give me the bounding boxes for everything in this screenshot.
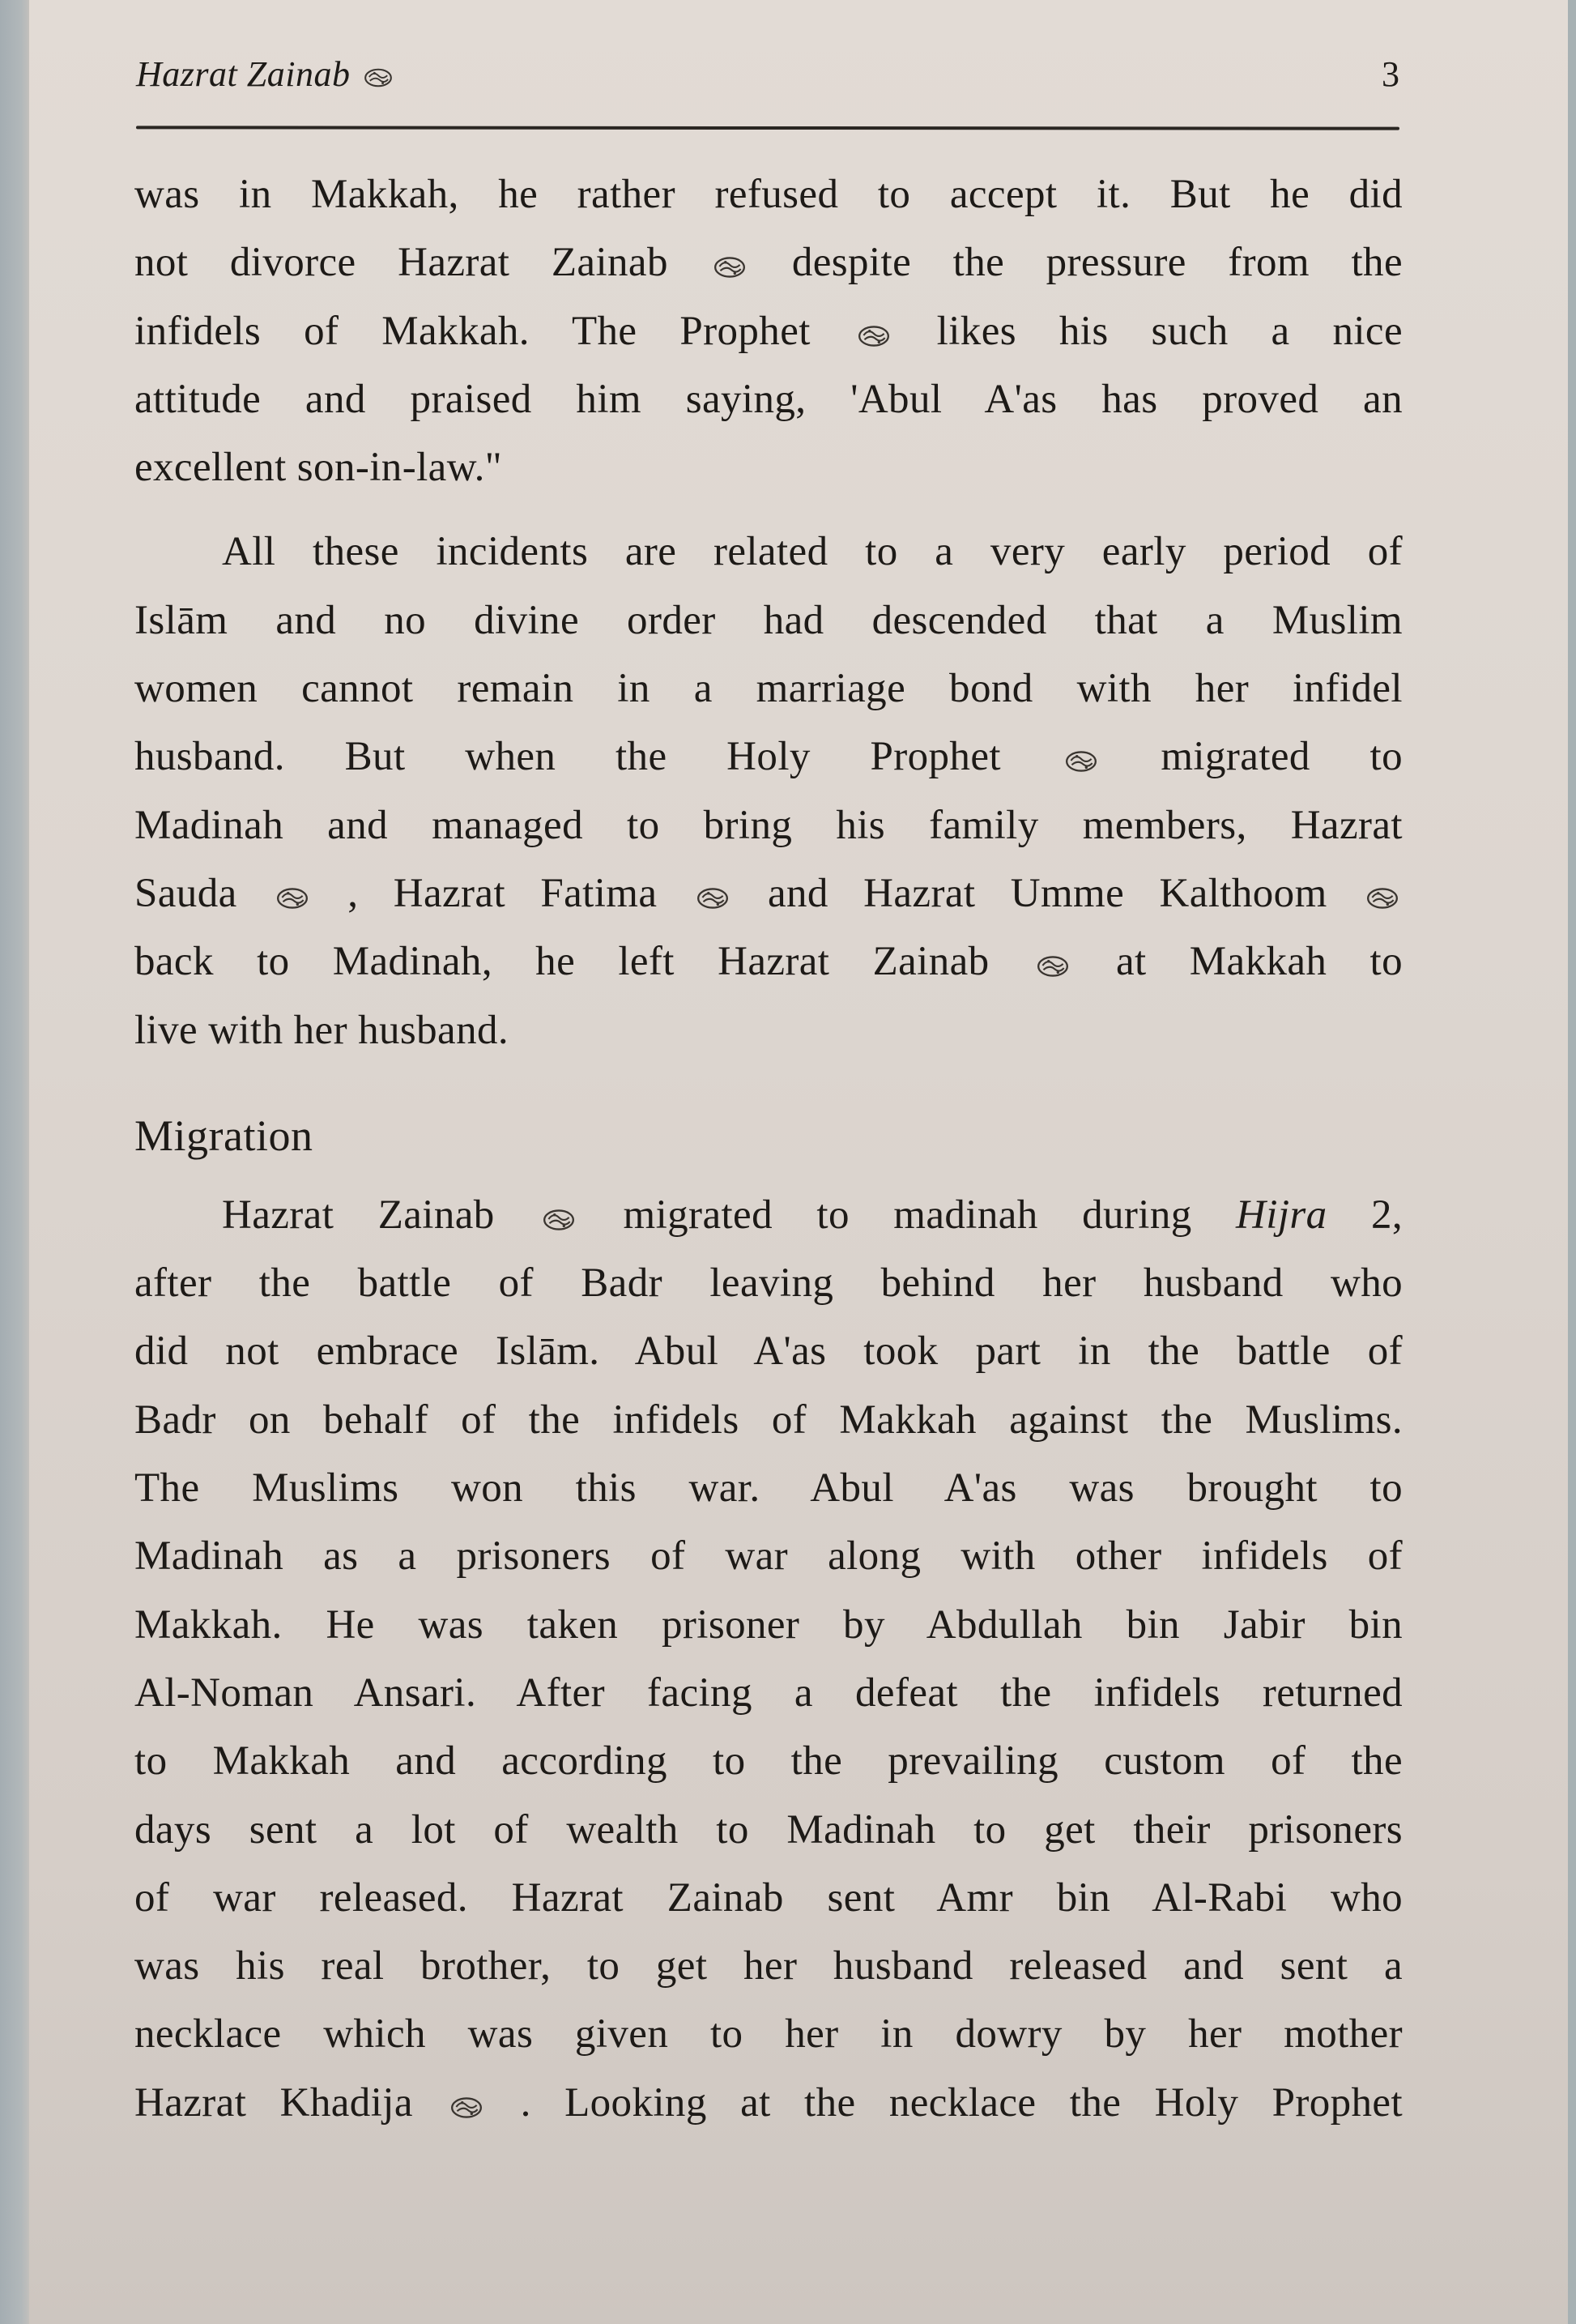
text-line [134, 655, 1403, 723]
text-segment: migrated to [1161, 734, 1403, 780]
text-line [134, 160, 1403, 228]
paragraph [134, 518, 1403, 1064]
background-surface-left [0, 0, 31, 2324]
text-line [134, 365, 1403, 433]
text-segment: Islām and no divine order had descended that a Muslim [134, 597, 1403, 643]
text-segment: likes his such a nice [936, 308, 1403, 354]
text-segment: 2, [1327, 1192, 1403, 1238]
text-line [134, 2000, 1403, 2068]
text-segment: necklace which was given to her in dowry by her mother [134, 2011, 1403, 2057]
text-line [134, 1591, 1403, 1659]
background-surface-right [1568, 0, 1576, 2324]
text-line [134, 996, 1403, 1064]
text-line [134, 1522, 1403, 1590]
text-segment: was in Makkah, he rather refused to accept it. But he did [134, 172, 1403, 217]
text-line [134, 2069, 1403, 2137]
text-line [134, 791, 1403, 859]
paragraph-gap [134, 1064, 1403, 1081]
text-segment: to Makkah and according to the prevailing custom of the [134, 1738, 1403, 1785]
body-text [134, 160, 1403, 2137]
text-segment: . Looking at the necklace the Holy Prophet [520, 2079, 1403, 2126]
text-segment: of war released. Hazrat Zainab sent Amr bin Al-Rabi who [134, 1874, 1403, 1921]
paragraph [134, 160, 1403, 501]
paragraph [134, 1181, 1403, 2137]
honorific-ligature-icon [713, 254, 747, 280]
text-line [134, 1181, 1403, 1249]
text-line [134, 297, 1403, 365]
text-line [134, 723, 1403, 791]
page-number: 3 [1382, 54, 1399, 94]
text-line [134, 1317, 1403, 1385]
honorific-ligature-icon [857, 323, 891, 349]
text-segment: Al-Noman Ansari. After facing a defeat the infidels returned [134, 1669, 1403, 1716]
running-title [136, 50, 397, 99]
honorific-ligature-icon [363, 66, 394, 89]
text-line [134, 1659, 1403, 1727]
text-segment: days sent a lot of wealth to Madinah to get their prisoners [134, 1806, 1403, 1853]
text-segment: The Muslims won this war. Abul A'as was brought to [134, 1465, 1403, 1512]
text-segment: and Hazrat Umme Kalthoom [768, 870, 1327, 916]
text-line [134, 228, 1403, 296]
text-segment: husband. But when the Holy Prophet [134, 734, 1001, 780]
text-segment: All these incidents are related to a very early period of [222, 529, 1403, 575]
section-heading: Migration [134, 1111, 313, 1160]
honorific-ligature-icon [1365, 885, 1399, 911]
text-line [134, 433, 1403, 501]
text-line [134, 1727, 1403, 1795]
text-segment: was his real brother, to get her husband released and sent a [134, 1943, 1403, 1989]
text-segment: Badr on behalf of the infidels of Makkah against the Muslims. [134, 1397, 1403, 1443]
text-segment: women cannot remain in a marriage bond with her infidel [134, 666, 1403, 712]
text-line [134, 1796, 1403, 1864]
text-segment: excellent son-in-law." [134, 445, 502, 491]
text-segment: Hazrat Zainab [222, 1192, 495, 1238]
honorific-ligature-icon [542, 1207, 576, 1233]
text-segment: at Makkah to [1115, 939, 1403, 985]
honorific-ligature-icon [1036, 953, 1070, 979]
honorific-ligature-icon [275, 885, 309, 911]
header-rule-divider [136, 126, 1399, 130]
paragraph-gap [134, 501, 1403, 518]
text-segment: did not embrace Islām. Abul A'as took part in the battle of [134, 1328, 1403, 1375]
text-line [134, 927, 1403, 996]
text-segment: migrated to madinah during [623, 1192, 1237, 1238]
text-line [134, 586, 1403, 655]
honorific-ligature-icon [1064, 748, 1098, 774]
italic-term: Hijra [1236, 1192, 1327, 1238]
text-segment: , Hazrat Fatima [347, 870, 658, 916]
text-segment: Madinah as a prisoners of war along with other infidels of [134, 1533, 1403, 1580]
text-line [134, 1454, 1403, 1522]
honorific-ligature-icon [449, 2095, 483, 2121]
text-line [134, 859, 1403, 927]
text-line [134, 1386, 1403, 1454]
text-segment: not divorce Hazrat Zainab [134, 240, 668, 286]
text-line [134, 1932, 1403, 2000]
text-segment: attitude and praised him saying, 'Abul A'as has proved an [134, 376, 1403, 422]
text-line [134, 518, 1403, 586]
text-segment: Makkah. He was taken prisoner by Abdullah bin Jabir bin [134, 1601, 1403, 1648]
text-segment: back to Madinah, he left Hazrat Zainab [134, 939, 990, 985]
text-line [134, 1249, 1403, 1317]
text-line [134, 1864, 1403, 1932]
book-page [29, 0, 1568, 2324]
text-segment: Madinah and managed to bring his family members, Hazrat [134, 802, 1403, 848]
text-segment: live with her husband. [134, 1007, 509, 1053]
honorific-ligature-icon [696, 885, 730, 911]
text-segment: Sauda [134, 870, 237, 916]
running-title-text: Hazrat Zainab [136, 54, 351, 94]
running-header [136, 50, 1399, 99]
text-segment: after the battle of Badr leaving behind her husband who [134, 1260, 1403, 1307]
text-segment: infidels of Makkah. The Prophet [134, 308, 811, 354]
text-segment: Hazrat Khadija [134, 2079, 413, 2126]
text-segment: despite the pressure from the [791, 240, 1403, 286]
